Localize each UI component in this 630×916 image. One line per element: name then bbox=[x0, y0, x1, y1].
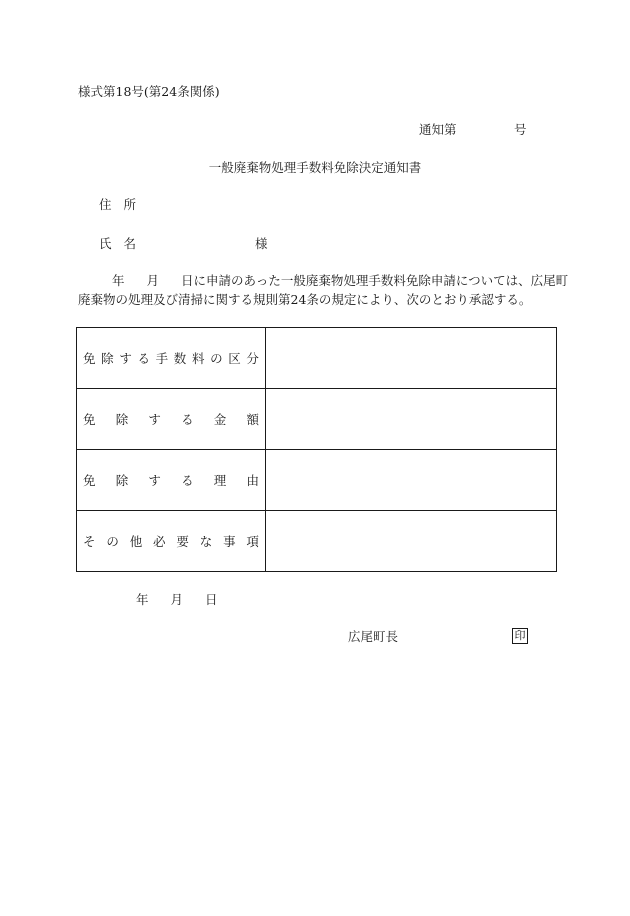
form-number: 様式第18号(第24条関係) bbox=[78, 84, 220, 99]
body-year: 年 bbox=[112, 273, 125, 288]
row-label: 免 除 す る 金 額 bbox=[83, 412, 259, 427]
notice-number-suffix: 号 bbox=[514, 122, 527, 137]
body-line-1 bbox=[78, 273, 568, 289]
body-line-2: 廃棄物の処理及び清掃に関する規則第24条の規定により、次のとおり承認する。 bbox=[78, 292, 532, 307]
document-title: 一般廃棄物処理手数料免除決定通知書 bbox=[208, 160, 422, 175]
row-label: 免 除 す る 理 由 bbox=[83, 473, 259, 488]
row-value-cell[interactable] bbox=[266, 511, 557, 572]
table-row bbox=[77, 389, 557, 450]
mayor-title: 広尾町長 bbox=[348, 629, 399, 644]
exemption-table bbox=[76, 327, 557, 572]
row-label-cell bbox=[77, 328, 266, 389]
issue-month: 月 bbox=[170, 592, 184, 607]
table-row bbox=[77, 328, 557, 389]
row-value-cell[interactable] bbox=[266, 328, 557, 389]
row-value-cell[interactable] bbox=[266, 450, 557, 511]
row-label-cell bbox=[77, 389, 266, 450]
body-line-1-text: 日に申請のあった一般廃棄物処理手数料免除申請については、広尾町 bbox=[181, 273, 569, 288]
row-value-cell[interactable] bbox=[266, 389, 557, 450]
issue-day: 日 bbox=[205, 592, 218, 607]
row-label: 免 除 す る 手 数 料 の 区 分 bbox=[83, 351, 259, 366]
issue-year: 年 bbox=[136, 592, 149, 607]
row-label-cell bbox=[77, 511, 266, 572]
honorific: 様 bbox=[255, 236, 268, 251]
table-row bbox=[77, 450, 557, 511]
table-row bbox=[77, 511, 557, 572]
row-label-cell bbox=[77, 450, 266, 511]
issue-date bbox=[136, 592, 218, 608]
name-label: 氏名 bbox=[99, 236, 149, 251]
notice-number-label: 通知第 bbox=[419, 122, 457, 137]
row-label: そ の 他 必 要 な 事 項 bbox=[83, 534, 259, 549]
address-label: 住所 bbox=[99, 197, 149, 212]
body-month: 月 bbox=[146, 273, 160, 288]
seal-mark: 印 bbox=[512, 628, 528, 644]
